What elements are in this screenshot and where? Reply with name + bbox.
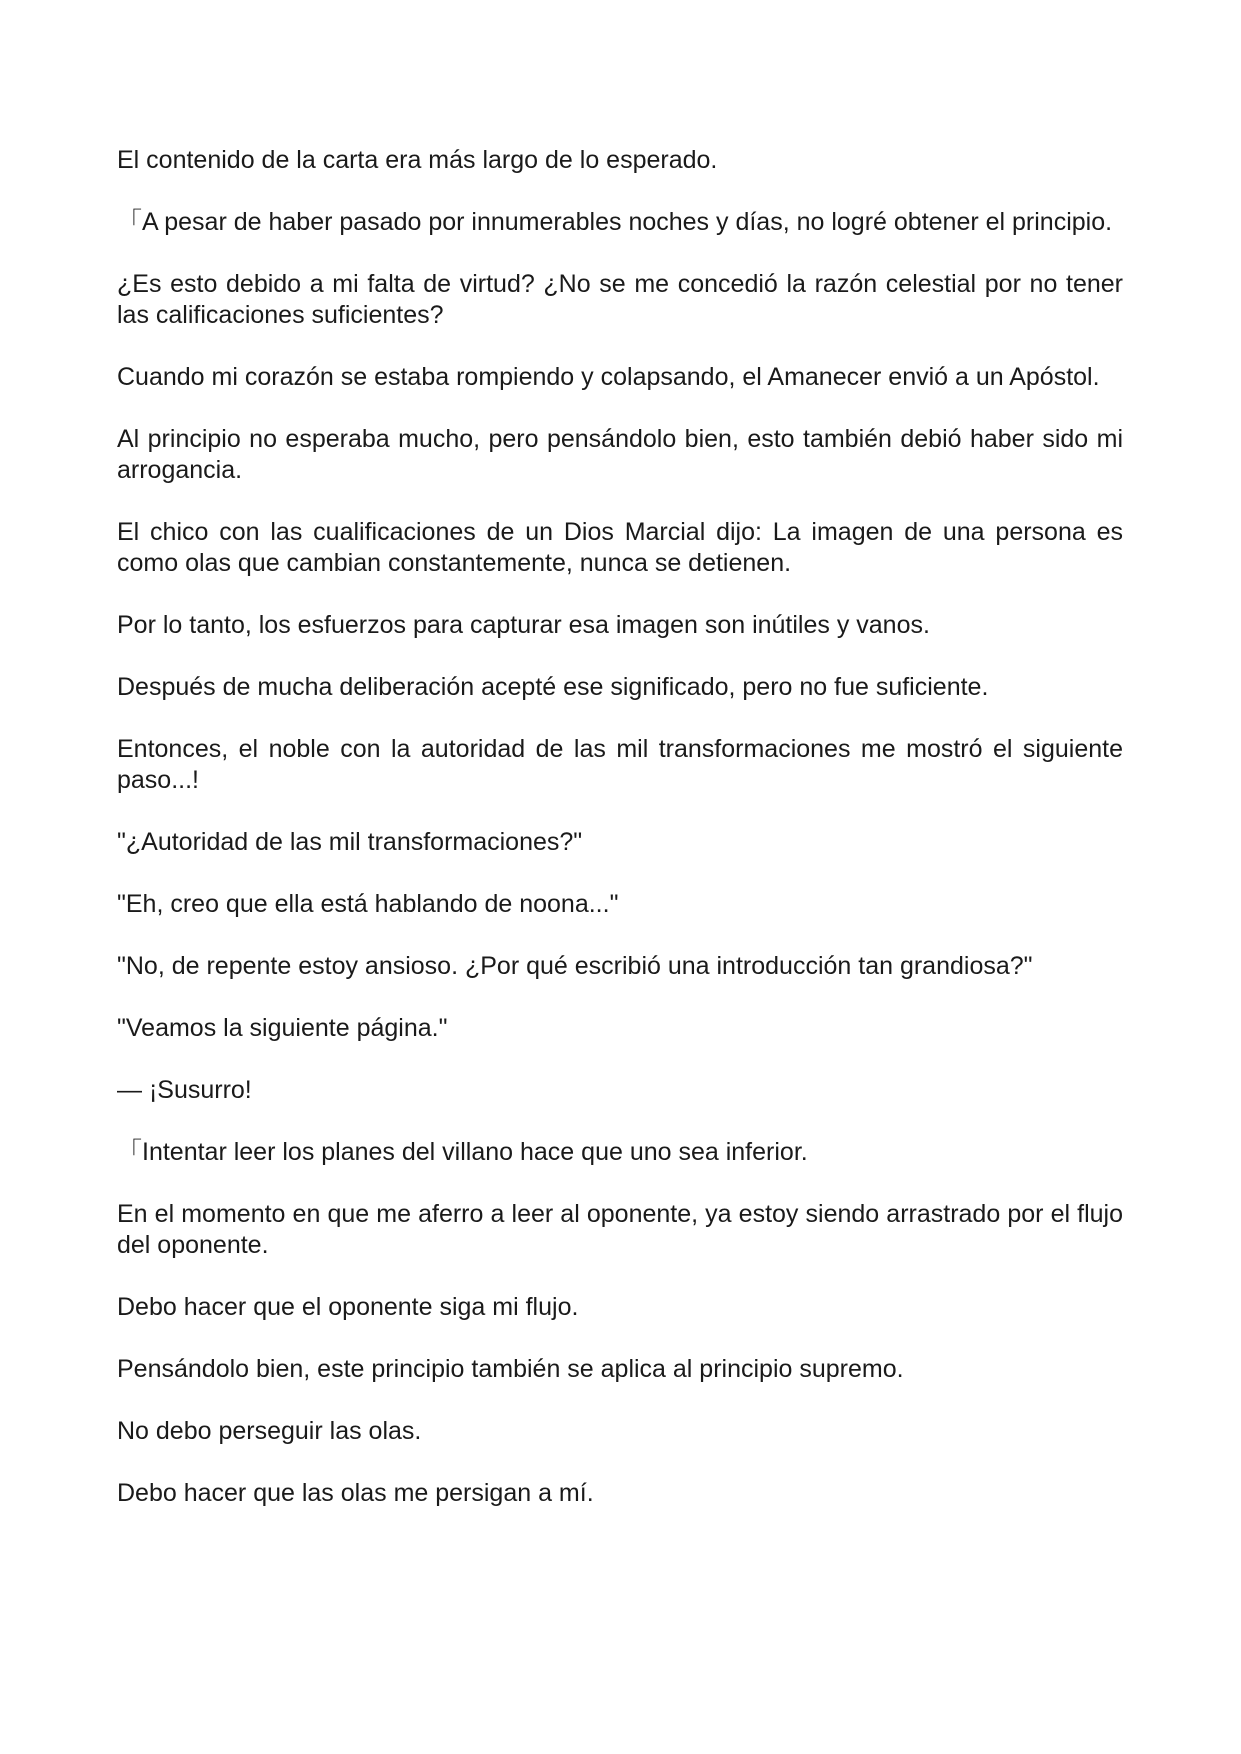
document-body — [117, 145, 1123, 1540]
dialogue-line: "Eh, creo que ella está hablando de noona..." — [117, 890, 619, 918]
paragraph: Después de mucha deliberación acepté ese significado, pero no fue suficiente. — [117, 673, 989, 701]
paragraph: 「A pesar de haber pasado por innumerables noches y días, no logré obtener el principio. — [117, 208, 1113, 236]
paragraph: En el momento en que me aferro a leer al oponente, ya estoy siendo arrastrado por el flujo del oponente. — [117, 1200, 1123, 1259]
paragraph: El chico con las cualificaciones de un Dios Marcial dijo: La imagen de una persona es como olas que cambian constantemente, nunca se detienen. — [117, 518, 1123, 577]
dialogue-line: "¿Autoridad de las mil transformaciones?" — [117, 828, 583, 856]
paragraph: ¿Es esto debido a mi falta de virtud? ¿No se me concedió la razón celestial por no tener las calificaciones suficientes? — [117, 270, 1123, 329]
paragraph: Por lo tanto, los esfuerzos para capturar esa imagen son inútiles y vanos. — [117, 611, 930, 639]
paragraph: No debo perseguir las olas. — [117, 1417, 422, 1445]
paragraph: Debo hacer que el oponente siga mi flujo. — [117, 1293, 579, 1321]
paragraph: El contenido de la carta era más largo de lo esperado. — [117, 146, 718, 174]
dialogue-line: "Veamos la siguiente página." — [117, 1014, 448, 1042]
paragraph: 「Intentar leer los planes del villano hace que uno sea inferior. — [117, 1138, 808, 1166]
dialogue-line: "No, de repente estoy ansioso. ¿Por qué escribió una introducción tan grandiosa?" — [117, 952, 1033, 980]
paragraph: Pensándolo bien, este principio también se aplica al principio supremo. — [117, 1355, 904, 1383]
paragraph: Cuando mi corazón se estaba rompiendo y colapsando, el Amanecer envió a un Apóstol. — [117, 363, 1100, 391]
paragraph: Al principio no esperaba mucho, pero pensándolo bien, esto también debió haber sido mi arrogancia. — [117, 425, 1123, 484]
sound-effect-line: — ¡Susurro! — [117, 1076, 252, 1104]
paragraph: Debo hacer que las olas me persigan a mí. — [117, 1479, 594, 1507]
paragraph: Entonces, el noble con la autoridad de las mil transformaciones me mostró el siguiente paso...! — [117, 735, 1123, 794]
